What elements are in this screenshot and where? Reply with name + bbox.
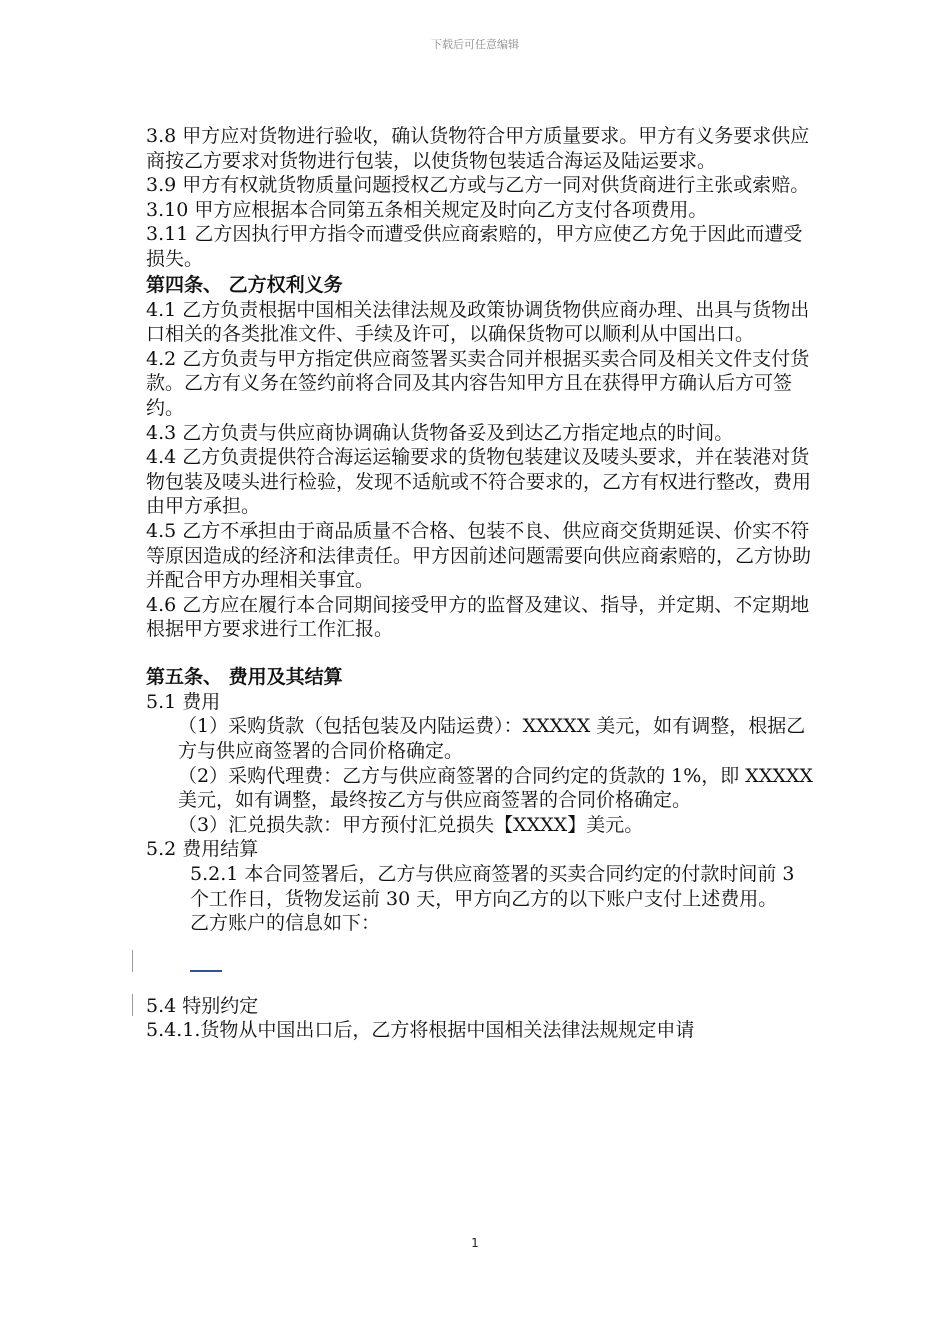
revision-bar [132,950,133,972]
clause-4-5: 4.5 乙方不承担由于商品质量不合格、包装不良、供应商交货期延误、价实不符等原因造成的经济和法律责任。甲方因前述问题需要向供应商索赔的，乙方协助并配合甲方办理相关事宜。 [146,519,812,592]
revision-bar-2 [132,994,133,1016]
clause-5-1-item-1: （1）采购货款（包括包装及内陆运费）：XXXXX 美元，如有调整，根据乙方与供应商签署的合同价格确定。 [178,715,806,763]
article-4-heading: 第四条、 乙方权利义务 [146,273,343,296]
blank-line [146,642,814,664]
page-header: 下载后可任意编辑 [431,38,519,51]
clause-5-1-item-3: （3）汇兑损失款：甲方预付汇兑损失【XXXX】美元。 [178,813,644,836]
clause-3-11: 3.11 乙方因执行甲方指令而遭受供应商索赔的，甲方应使乙方免于因此而遭受损失。 [146,223,803,270]
clause-4-3: 4.3 乙方负责与供应商协调确认货物备妥及到达乙方指定地点的时间。 [146,421,734,444]
clause-3-9: 3.9 甲方有权就货物质量问题授权乙方或与乙方一同对供货商进行主张或索赔。 [146,174,810,197]
clause-5-4: 5.4 特别约定 [146,994,259,1017]
article-5-heading: 第五条、 费用及其结算 [146,665,343,688]
clause-3-8: 3.8 甲方应对货物进行验收，确认货物符合甲方质量要求。甲方有义务要求供应商按乙方要求对货物进行包装，以使货物包装适合海运及陆运要求。 [146,125,810,172]
clause-4-1: 4.1 乙方负责根据中国相关法律法规及政策协调货物供应商办理、出具与货物出口相关的各类批准文件、手续及许可，以确保货物可以顺利从中国出口。 [146,298,810,346]
blank-account-area [146,936,814,994]
clause-3-10: 3.10 甲方应根据本合同第五条相关规定及时向乙方支付各项费用。 [146,198,708,221]
account-info-label: 乙方账户的信息如下： [190,912,381,935]
clause-5-1: 5.1 费用 [146,690,221,713]
clause-4-6: 4.6 乙方应在履行本合同期间接受甲方的监督及建议、指导，并定期、不定期地根据甲方要求进行工作汇报。 [146,593,810,641]
blank-underline [190,970,222,972]
clause-4-2: 4.2 乙方负责与甲方指定供应商签署买卖合同并根据买卖合同及相关文件支付货款。乙方有义务在签约前将合同及其内容告知甲方且在获得甲方确认后方可签约。 [146,347,810,419]
clause-5-2: 5.2 费用结算 [146,838,259,861]
clause-5-2-1: 5.2.1 本合同签署后，乙方与供应商签署的买卖合同约定的付款时间前 3 个工作日，货物发运前 30 天，甲方向乙方的以下账户支付上述费用。 [190,863,795,910]
clause-4-4: 4.4 乙方负责提供符合海运运输要求的货物包装建议及唛头要求，并在装港对货物包装及唛头进行检验，发现不适航或不符合要求的，乙方有权进行整改，费用由甲方承担。 [146,446,812,518]
clause-5-1-item-2: （2）采购代理费：乙方与供应商签署的合同约定的货款的 1%，即 XXXXX 美元，如有调整，最终按乙方与供应商签署的合同价格确定。 [178,764,813,812]
page-number: 1 [471,1236,479,1250]
clause-5-4-1: 5.4.1.货物从中国出口后，乙方将根据中国相关法律法规规定申请 [146,1019,695,1042]
document-body [146,124,814,1043]
